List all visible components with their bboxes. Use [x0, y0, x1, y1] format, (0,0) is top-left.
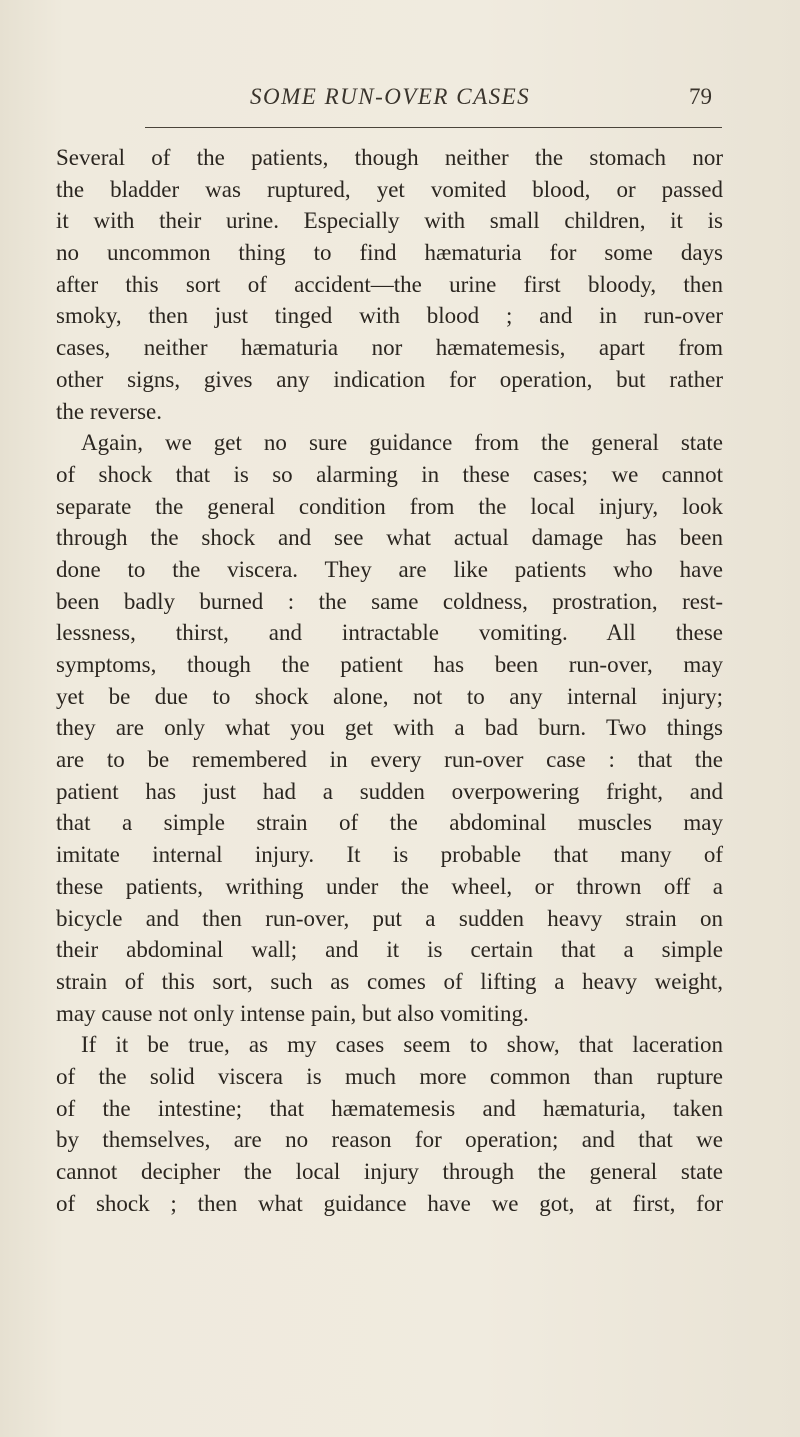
text-line: of the intestine; that hæmatemesis and hæmaturia, taken — [56, 1095, 723, 1121]
text-line: cannot decipher the local injury through the general state — [56, 1159, 723, 1184]
text-line: of the solid viscera is much more common than rupture — [56, 1063, 723, 1089]
text-line: done to the viscera. They are like patients who have — [56, 556, 723, 582]
text-line: yet be due to shock alone, not to any internal injury; — [56, 683, 723, 709]
text-line: of shock ; then what guidance have we got, at first, for — [56, 1190, 723, 1216]
text-line: other signs, gives any indication for operation, but rather — [56, 366, 723, 392]
text-line: their abdominal wall; and it is certain that a simple — [56, 937, 723, 963]
paragraph — [56, 1029, 723, 1219]
text-line: they are only what you get with a bad burn. Two things — [56, 715, 723, 741]
text-line: bicycle and then run-over, put a sudden heavy strain on — [56, 905, 723, 931]
text-line: that a simple strain of the abdominal muscles may — [56, 810, 723, 836]
text-line: the reverse. — [56, 398, 162, 424]
text-line: smoky, then just tinged with blood ; and in run-over — [56, 303, 723, 329]
text-line: imitate internal injury. It is probable that many of — [56, 842, 723, 868]
text-line: strain of this sort, such as comes of lifting a heavy weight, — [56, 968, 723, 994]
paragraph — [56, 142, 723, 427]
text-line: been badly burned : the same coldness, prostration, rest- — [56, 588, 723, 614]
text-line: patient has just had a sudden overpowering fright, and — [56, 778, 723, 804]
text-line: of shock that is so alarming in these cases; we cannot — [56, 461, 723, 487]
text-line: symptoms, though the patient has been run-over, may — [56, 652, 723, 677]
text-line: these patients, writhing under the wheel, or thrown off a — [56, 873, 723, 899]
header-rule — [145, 127, 722, 128]
text-line: through the shock and see what actual damage has been — [56, 525, 723, 551]
text-line: the bladder was ruptured, yet vomited blood, or passed — [56, 176, 723, 202]
text-line: lessness, thirst, and intractable vomiting. All these — [56, 620, 723, 646]
text-line: no uncommon thing to find hæmaturia for some days — [56, 240, 723, 266]
text-line: If it be true, as my cases seem to show, that laceration — [81, 1032, 723, 1058]
text-line: are to be remembered in every run-over case : that the — [56, 747, 723, 773]
text-line: after this sort of accident—the urine first bloody, then — [56, 271, 723, 297]
text-line: Several of the patients, though neither the stomach nor — [56, 145, 723, 170]
text-line: Again, we get no sure guidance from the general state — [81, 430, 723, 456]
text-line: it with their urine. Especially with small children, it is — [56, 208, 723, 234]
body-text — [56, 142, 723, 1219]
paragraph — [56, 427, 723, 1029]
text-line: separate the general condition from the local injury, look — [56, 493, 723, 519]
text-line: by themselves, are no reason for operation; and that we — [56, 1127, 723, 1153]
text-line: cases, neither hæmaturia nor hæmatemesis, apart from — [56, 335, 723, 361]
text-line: may cause not only intense pain, but also vomiting. — [56, 1000, 529, 1026]
running-head-title: SOME RUN-OVER CASES — [250, 84, 531, 109]
page-number: 79 — [689, 84, 712, 109]
